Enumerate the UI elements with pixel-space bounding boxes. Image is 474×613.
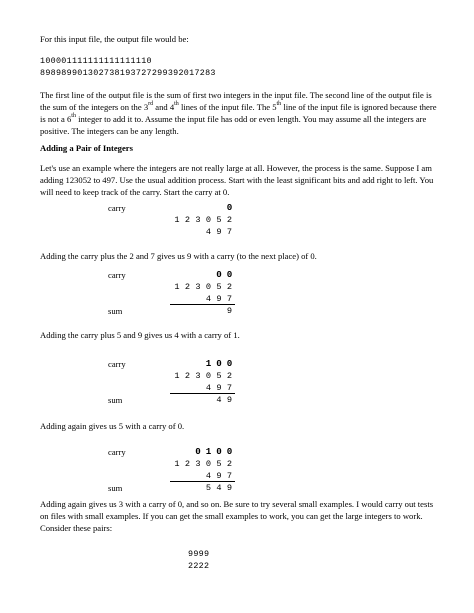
paragraph-example-intro: Let's use an example where the integers are not really large at all. However, the process is the same. Suppose I am adding 123052 to 497. Use the usual addition process. Start with the least significant bits and add right to left. You will need to keep track of the carry. Start the carry at 0. [40, 163, 434, 197]
paragraph-step-1: Adding the carry plus the 2 and 7 gives us 9 with a carry (to the next place) of 0. [40, 251, 317, 261]
addend-row-2-digit: 9 [216, 294, 222, 304]
output-line-1: 100001111111111111110 [40, 56, 152, 66]
addend-row-1-digit: 2 [226, 459, 233, 469]
carry-row-digit: 1 [205, 358, 212, 369]
sum-row-digit: 9 [226, 306, 233, 316]
carry-row-digit: 0 [195, 446, 201, 457]
intro-text: For this input file, the output file would be: [40, 34, 189, 44]
sum-row-digit: 9 [226, 483, 233, 493]
carry-row-digit: 1 [205, 446, 212, 457]
carry-row-digit: 0 [216, 446, 222, 457]
addend-row-1-digit: 5 [216, 282, 222, 292]
addend-row-1-digit: 5 [216, 215, 222, 225]
addend-row-1-digit: 2 [184, 459, 191, 469]
sum-label: sum [108, 483, 123, 493]
sum-row-digit: 9 [226, 395, 233, 405]
carry-row-digit: 0 [226, 446, 233, 457]
output-line-2: 898989901302738193727299392017283 [40, 68, 216, 78]
addend-row-2-digit: 7 [226, 294, 233, 304]
addend-row-2-digit: 9 [216, 471, 222, 481]
addend-row-1-digit: 1 [174, 371, 180, 381]
sum-row-digit: 4 [216, 395, 222, 405]
addend-row-2-digit: 4 [205, 383, 212, 393]
carry-row-digit: 0 [226, 358, 233, 369]
addend-row-1-digit: 3 [195, 371, 201, 381]
addend-row-1-digit: 0 [205, 459, 212, 469]
addend-row-1-digit: 3 [195, 459, 201, 469]
addend-row-1-digit: 1 [174, 215, 180, 225]
sum-rule [170, 481, 235, 482]
carry-label: carry [108, 270, 126, 280]
addend-row-2-digit: 4 [205, 227, 212, 237]
addend-row-2-digit: 7 [226, 471, 233, 481]
addend-row-1-digit: 5 [216, 371, 222, 381]
carry-row-digit: 0 [226, 269, 233, 280]
addend-row-1-digit: 2 [226, 215, 233, 225]
addend-row-1-digit: 1 [174, 282, 180, 292]
addend-row-1-digit: 2 [184, 215, 191, 225]
addend-row-1-digit: 2 [184, 371, 191, 381]
addend-row-2-digit: 7 [226, 383, 233, 393]
carry-label: carry [108, 447, 126, 457]
addend-row-2-digit: 4 [205, 471, 212, 481]
paragraph-step-4: Adding again gives us 3 with a carry of 0, and so on. Be sure to try several small examples. I would carry out tests on files with small examples. If you can get the small examples to work, you can get the large integers to work. Consider these pairs: [40, 499, 434, 533]
addend-row-1-digit: 2 [226, 282, 233, 292]
carry-row-digit: 0 [216, 269, 222, 280]
addend-row-2-digit: 9 [216, 227, 222, 237]
sum-rule [170, 304, 235, 305]
paragraph-output-explanation: The first line of the output file is the sum of first two integers in the input file. The second line of the output file is the sum of the integers on the 3rd and 4th lines of the input file. The 5th line of the input file is ignored because there is not a 6th integer to add it to. Assume the input file has odd or even length. You may assume all the integers are positive. The integers can be any length. [40, 90, 437, 136]
section-heading: Adding a Pair of Integers [40, 143, 133, 153]
pair-number-2: 2222 [188, 561, 210, 571]
addend-row-1-digit: 5 [216, 459, 222, 469]
sum-rule [170, 393, 235, 394]
pair-number-1: 9999 [188, 549, 210, 559]
sum-row-digit: 4 [216, 483, 222, 493]
addend-row-1-digit: 0 [205, 215, 212, 225]
carry-label: carry [108, 359, 126, 369]
addend-row-1-digit: 1 [174, 459, 180, 469]
addend-row-2-digit: 4 [205, 294, 212, 304]
addend-row-2-digit: 9 [216, 383, 222, 393]
addend-row-1-digit: 3 [195, 282, 201, 292]
addend-row-1-digit: 0 [205, 282, 212, 292]
addend-row-1-digit: 2 [184, 282, 191, 292]
sum-label: sum [108, 306, 123, 316]
addend-row-1-digit: 3 [195, 215, 201, 225]
paragraph-step-3: Adding again gives us 5 with a carry of 0. [40, 421, 185, 431]
addend-row-1-digit: 2 [226, 371, 233, 381]
paragraph-step-2: Adding the carry plus 5 and 9 gives us 4 with a carry of 1. [40, 330, 240, 340]
carry-label: carry [108, 203, 126, 213]
carry-row-digit: 0 [226, 202, 233, 213]
sum-row-digit: 5 [205, 483, 212, 493]
addend-row-1-digit: 0 [205, 371, 212, 381]
carry-row-digit: 0 [216, 358, 222, 369]
sum-label: sum [108, 395, 123, 405]
addend-row-2-digit: 7 [226, 227, 233, 237]
